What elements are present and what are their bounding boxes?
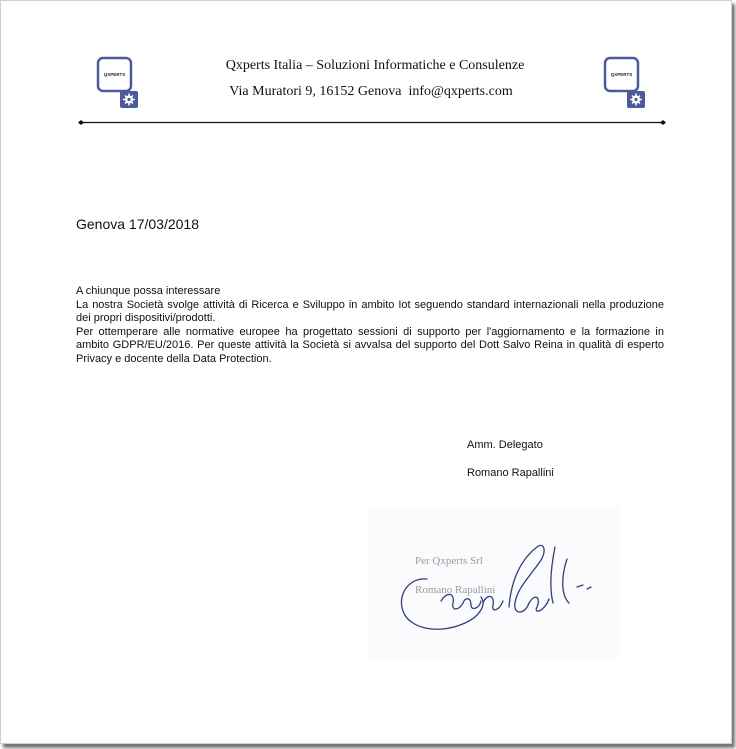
- stamp-company: Per Qxperts Srl: [415, 555, 483, 567]
- svg-text:QXPERTS: QXPERTS: [103, 72, 126, 77]
- handwritten-signature: [369, 507, 619, 659]
- stamp-name: Romano Rapallini: [415, 584, 496, 596]
- letter-paragraph-2: Per ottemperare alle normative europee ha progettato sessioni di supporto per l'aggiornamento e la formazione in ambito GDPR/EU/2016. Per queste attività la Società si avvalsa del supporto del Dott Salvo Reina in qualità di esperto Privacy e docente della Data Protection.: [76, 325, 664, 365]
- letter-date: Genova 17/03/2018: [76, 216, 199, 232]
- signatory-role: Amm. Delegato: [467, 439, 543, 451]
- letterhead-address: Via Muratori 9, 16152 Genova info@qxperts.com: [229, 84, 513, 99]
- letter-paragraph-1: La nostra Società svolge attività di Ricerca e Sviluppo in ambito Iot seguendo standard internazionali nella produzione dei propri dispositivi/prodotti.: [76, 298, 664, 325]
- letter-greeting: A chiunque possa interessare: [76, 285, 221, 297]
- signatory-name: Romano Rapallini: [467, 467, 554, 479]
- letterhead-divider: [78, 120, 666, 125]
- letter-body: [76, 285, 664, 367]
- signature-area: [369, 507, 619, 659]
- svg-text:QXPERTS: QXPERTS: [610, 72, 633, 77]
- letterhead-company-name: Qxperts Italia – Soluzioni Informatiche e Consulenze: [225, 58, 525, 73]
